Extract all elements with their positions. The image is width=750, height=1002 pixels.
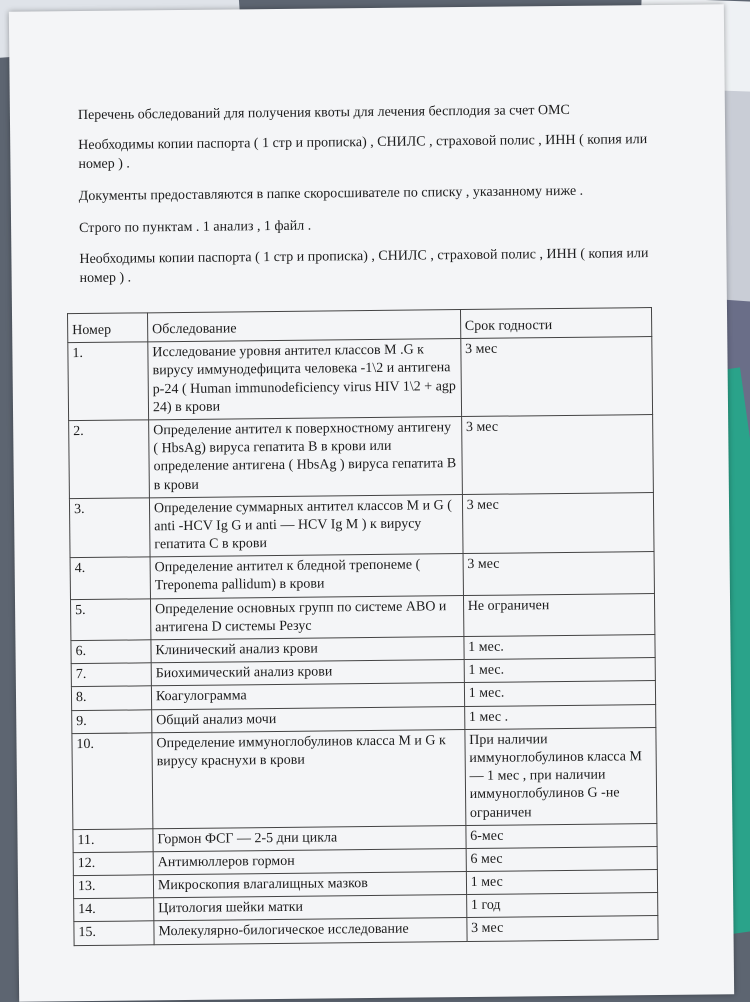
- cell-term: 1 мес .: [464, 704, 656, 729]
- cell-exam: Антимюллеров гормон: [153, 848, 466, 874]
- header-exam: Обследование: [147, 310, 460, 342]
- table-body: [68, 337, 658, 946]
- cell-term: 3 мес: [462, 492, 654, 554]
- cell-exam: Клинический анализ крови: [151, 637, 464, 663]
- cell-exam: Исследование уровня антител классов М .G к вирусу иммунодефицита человека -1\2 и антигена р-24 ( Human immunodeficiency virus HIV 1\2 + agp 24) в крови: [148, 339, 462, 420]
- cell-exam: Микроскопия влагалищных мазков: [153, 872, 466, 898]
- cell-term: 1 год: [466, 893, 658, 918]
- cell-term: 3 мес: [467, 916, 659, 941]
- cell-term: 1 мес.: [464, 658, 656, 683]
- cell-number: 10.: [72, 733, 153, 830]
- intro-text: [78, 101, 660, 302]
- cell-number: 5.: [70, 598, 150, 640]
- document-sheet: [9, 4, 734, 1001]
- cell-number: 7.: [71, 663, 151, 687]
- cell-number: 15.: [74, 921, 154, 945]
- cell-exam: Коагулограмма: [151, 683, 464, 709]
- cell-exam: Гормон ФСГ — 2-5 дни цикла: [153, 825, 466, 851]
- cell-term: 6-мес: [466, 823, 658, 848]
- table-row: [70, 552, 654, 599]
- intro-line: Строго по пунктам . 1 анализ , 1 файл .: [79, 218, 312, 236]
- exams-table: [67, 307, 659, 946]
- cell-number: 2.: [69, 420, 150, 499]
- table-row: [72, 727, 657, 829]
- table-row: [74, 916, 658, 945]
- intro-line: Необходимы копии паспорта ( 1 стр и прописка) , СНИЛС , страховой полис , ИНН ( копия или номер ) .: [79, 246, 649, 287]
- header-number: Номер: [68, 313, 148, 343]
- cell-exam: Биохимический анализ крови: [151, 660, 464, 686]
- table-row: [69, 492, 654, 558]
- cell-exam: Цитология шейки матки: [154, 895, 467, 921]
- cell-term: Не ограничен: [463, 593, 655, 636]
- table-row: [70, 593, 654, 640]
- table-row: [69, 414, 654, 498]
- cell-exam: Определение суммарных антител классов М и G ( anti -HCV Ig G и anti — HCV Ig M ) к вирусу гепатита С в крови: [149, 494, 462, 557]
- cell-number: 11.: [73, 828, 153, 852]
- cell-number: 9.: [72, 709, 152, 733]
- cell-number: 14.: [74, 898, 154, 922]
- cell-number: 3.: [69, 498, 150, 558]
- cell-number: 4.: [70, 557, 150, 599]
- cell-term: При наличии иммуноглобулинов класса М — 1 мес , при наличии иммуноглобулинов G -не ограничен: [465, 727, 657, 825]
- cell-exam: Общий анализ мочи: [152, 706, 465, 732]
- cell-exam: Молекулярно-билогическое исследование: [154, 918, 467, 944]
- table-row: [68, 337, 653, 421]
- cell-term: 1 мес: [466, 870, 658, 895]
- cell-term: 1 мес.: [464, 681, 656, 706]
- cell-term: 1 мес.: [464, 635, 656, 660]
- cell-exam: Определение антител к поверхностному антигену ( HbsAg) вируса гепатита В в крови или определение антигена ( HbsAg ) вируса гепатита В в крови: [149, 416, 463, 497]
- document-title: Перечень обследований для получения квоты для лечения бесплодия за счет ОМС: [77, 102, 570, 124]
- intro-line: Необходимы копии паспорта ( 1 стр и прописка) , СНИЛС , страховой полис , ИНН ( копия или номер ) .: [78, 131, 648, 172]
- cell-exam: Определение иммуноглобулинов класса М и G к вирусу краснухи в крови: [152, 729, 466, 828]
- cell-exam: Определение антител к бледной трепонеме ( Treponema pallidum) в крови: [150, 554, 463, 599]
- cell-number: 8.: [71, 686, 151, 710]
- cell-number: 12.: [73, 852, 153, 876]
- cell-number: 13.: [73, 875, 153, 899]
- header-term: Срок годности: [460, 308, 652, 339]
- cell-exam: Определение основных групп по системе АВО и антигена D системы Резус: [150, 595, 463, 640]
- intro-line: Документы предоставляются в папке скоросшивателе по списку , указанному ниже .: [78, 183, 584, 204]
- cell-number: 6.: [71, 640, 151, 664]
- cell-term: 3 мес: [461, 414, 653, 494]
- cell-term: 6 мес: [466, 846, 658, 871]
- cell-term: 3 мес: [460, 337, 652, 417]
- cell-term: 3 мес: [463, 552, 655, 595]
- cell-number: 1.: [68, 342, 149, 421]
